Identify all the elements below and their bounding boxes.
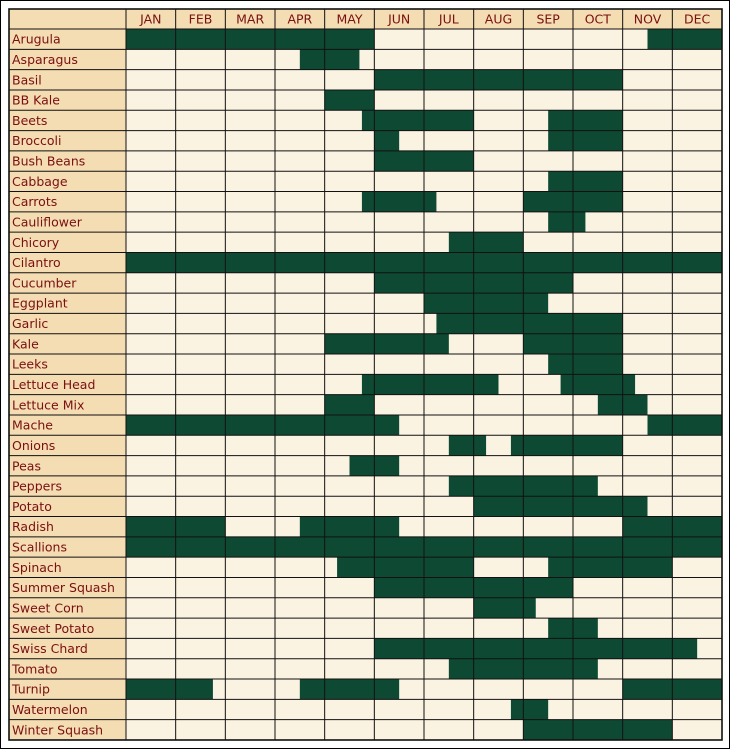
crop-label-cucumber: Cucumber	[12, 275, 77, 291]
season-bar-chicory	[449, 232, 524, 252]
season-bar-arugula	[126, 29, 374, 49]
crop-label-swiss-chard: Swiss Chard	[12, 641, 88, 657]
crop-label-leeks: Leeks	[12, 356, 48, 372]
crop-label-bush-beans: Bush Beans	[12, 153, 86, 169]
crop-label-sweet-corn: Sweet Corn	[12, 600, 84, 616]
crop-label-beets: Beets	[12, 112, 48, 128]
season-bar-asparagus	[300, 49, 360, 69]
season-bar-lettuce-mix	[325, 395, 375, 415]
season-bar-cabbage	[548, 171, 623, 191]
season-bar-turnip	[300, 679, 399, 699]
season-bar-winter-squash	[523, 720, 672, 740]
month-label-jan: JAN	[140, 11, 162, 27]
season-bar-kale	[325, 334, 449, 354]
month-label-jun: JUN	[388, 11, 411, 27]
season-bar-basil	[374, 70, 622, 90]
season-bar-potato	[474, 496, 648, 516]
month-label-dec: DEC	[684, 11, 711, 27]
month-label-may: MAY	[336, 11, 363, 27]
season-bar-garlic	[436, 313, 622, 333]
crop-label-arugula: Arugula	[12, 31, 61, 47]
season-bar-beets	[362, 110, 474, 130]
season-bar-mache	[648, 415, 723, 435]
crop-label-spinach: Spinach	[12, 559, 62, 575]
season-bar-watermelon	[511, 699, 548, 719]
season-bar-onions	[449, 435, 486, 455]
crop-label-bb-kale: BB Kale	[12, 92, 60, 108]
season-bar-lettuce-head	[561, 374, 636, 394]
crop-label-lettuce-mix: Lettuce Mix	[12, 397, 85, 413]
season-bar-mache	[126, 415, 399, 435]
season-bar-eggplant	[424, 293, 548, 313]
season-bar-cauliflower	[548, 212, 585, 232]
season-bar-spinach	[548, 557, 672, 577]
month-label-oct: OCT	[584, 11, 611, 27]
month-label-apr: APR	[287, 11, 313, 27]
season-bar-carrots	[362, 192, 437, 212]
crop-label-cilantro: Cilantro	[12, 255, 61, 271]
crop-label-cauliflower: Cauliflower	[12, 214, 82, 230]
month-label-aug: AUG	[484, 11, 513, 27]
crop-label-scallions: Scallions	[12, 539, 67, 555]
crop-label-asparagus: Asparagus	[12, 51, 78, 67]
month-label-sep: SEP	[536, 11, 560, 27]
crop-label-turnip: Turnip	[12, 681, 50, 697]
season-bar-lettuce-head	[362, 374, 499, 394]
season-bar-onions	[511, 435, 623, 455]
crop-label-summer-squash: Summer Squash	[12, 580, 115, 596]
season-bar-bb-kale	[325, 90, 375, 110]
header-row	[9, 9, 722, 29]
crop-label-radish: Radish	[12, 519, 54, 535]
crop-label-cabbage: Cabbage	[12, 173, 68, 189]
crop-label-chicory: Chicory	[12, 234, 60, 250]
crop-label-carrots: Carrots	[12, 194, 58, 210]
season-bar-broccoli	[548, 131, 623, 151]
season-bar-arugula	[648, 29, 723, 49]
season-bar-turnip	[126, 679, 213, 699]
crop-label-potato: Potato	[12, 498, 52, 514]
crop-label-eggplant: Eggplant	[12, 295, 68, 311]
crop-label-garlic: Garlic	[12, 316, 49, 332]
month-label-feb: FEB	[188, 11, 213, 27]
season-bar-broccoli	[374, 131, 399, 151]
crop-label-peas: Peas	[12, 458, 41, 474]
season-bar-spinach	[337, 557, 474, 577]
season-bar-swiss-chard	[374, 638, 697, 658]
crop-label-lettuce-head: Lettuce Head	[12, 377, 96, 392]
month-label-jul: JUL	[438, 11, 459, 27]
month-label-nov: NOV	[633, 11, 662, 27]
crop-label-basil: Basil	[12, 72, 42, 88]
season-bar-sweet-corn	[474, 598, 536, 618]
crop-label-mache: Mache	[12, 417, 53, 433]
season-bar-leeks	[548, 354, 623, 374]
season-bar-radish	[300, 517, 399, 537]
crop-label-winter-squash: Winter Squash	[12, 722, 104, 738]
crop-label-sweet-potato: Sweet Potato	[12, 620, 95, 636]
crop-label-watermelon: Watermelon	[12, 702, 88, 718]
month-label-mar: MAR	[236, 11, 265, 27]
crop-label-tomato: Tomato	[12, 661, 58, 677]
crop-label-peppers: Peppers	[12, 478, 62, 494]
season-bar-beets	[548, 110, 623, 130]
crop-label-onions: Onions	[12, 437, 56, 453]
crop-label-broccoli: Broccoli	[12, 133, 62, 149]
crop-label-kale: Kale	[12, 336, 39, 352]
